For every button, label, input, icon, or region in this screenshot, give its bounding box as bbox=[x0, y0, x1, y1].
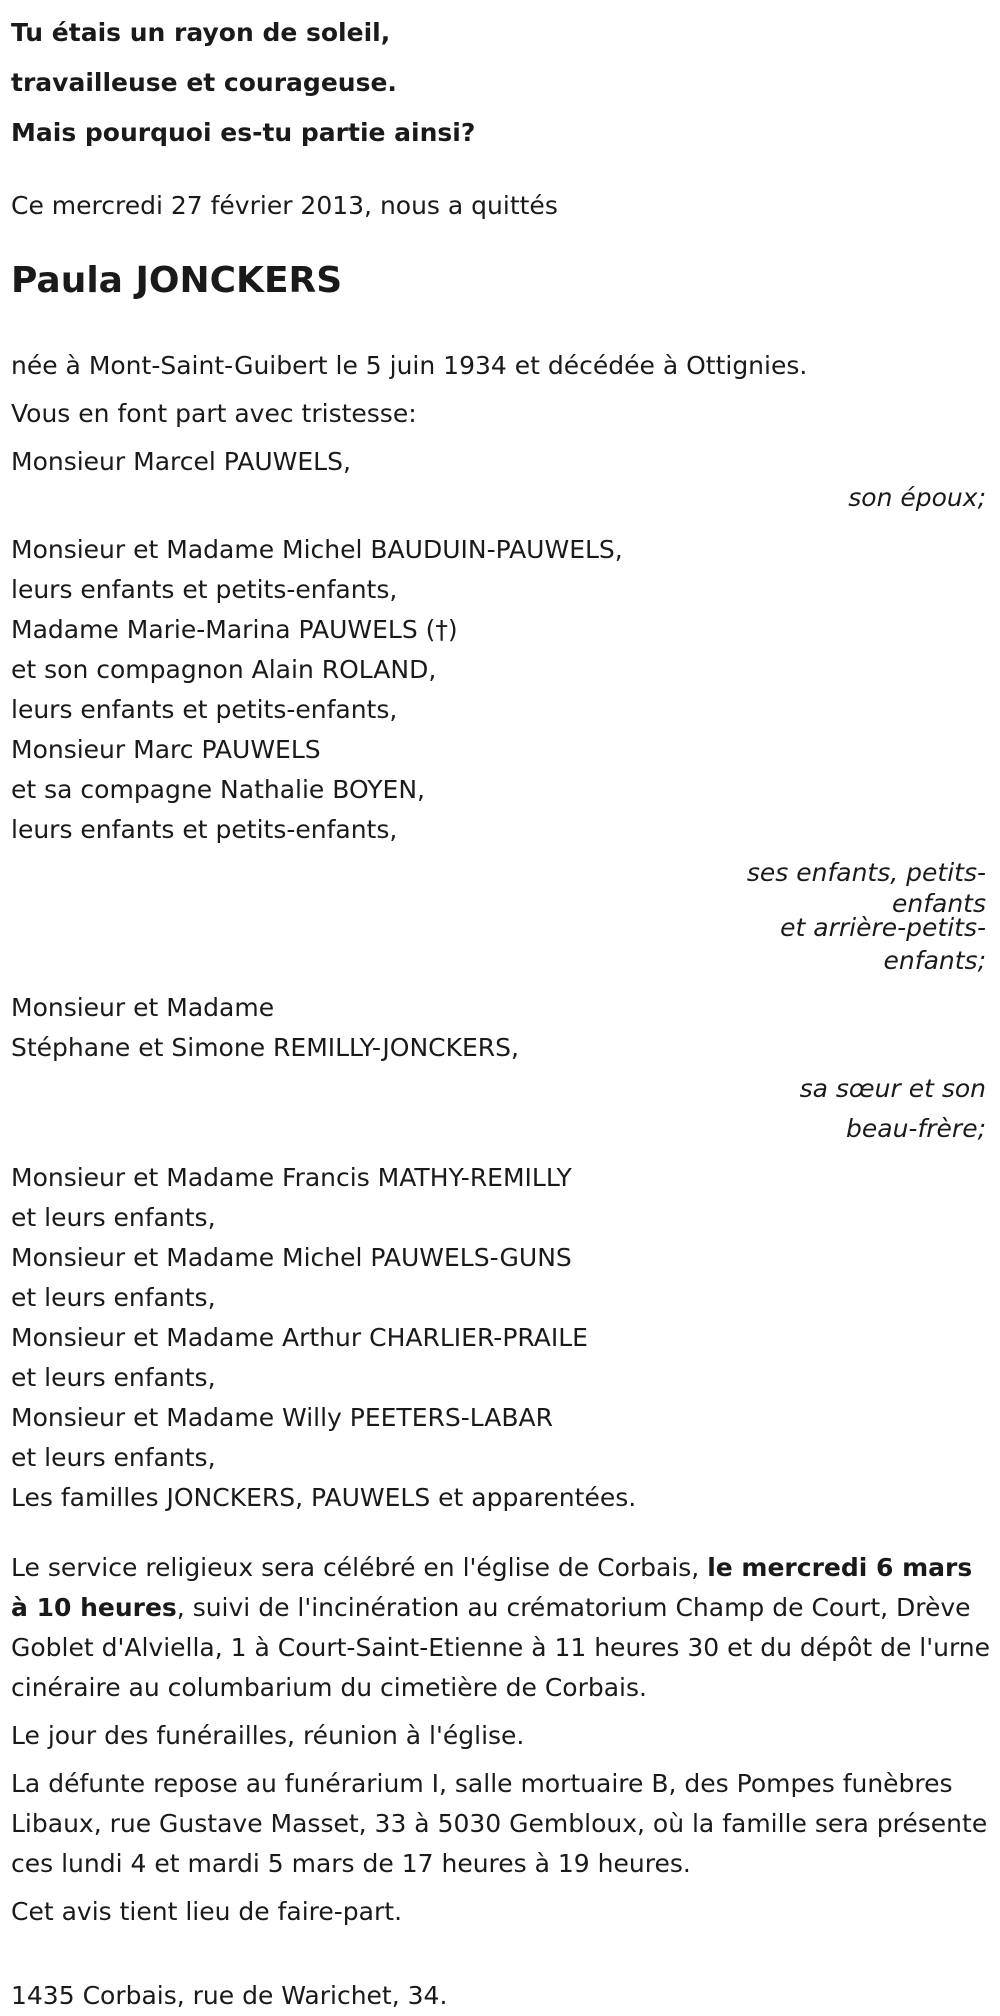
family-line: leurs enfants et petits-enfants, bbox=[11, 575, 398, 604]
meeting-info: Le jour des funérailles, réunion à l'église. bbox=[11, 1721, 525, 1750]
family-address: 1435 Corbais, rue de Warichet, 34. bbox=[11, 1981, 448, 2010]
announce-line: Vous en font part avec tristesse: bbox=[11, 399, 417, 428]
birth-death-info: née à Mont-Saint-Guibert le 5 juin 1934 et décédée à Ottignies. bbox=[11, 351, 808, 380]
extended-family-section bbox=[11, 1158, 991, 1518]
children-section bbox=[11, 530, 991, 982]
deceased-name: Paula JONCKERS bbox=[11, 260, 343, 301]
family-line: Madame Marie-Marina PAUWELS (†) bbox=[11, 615, 458, 644]
family-line: et leurs enfants, bbox=[11, 1283, 216, 1312]
family-line: Monsieur et Madame bbox=[11, 993, 275, 1022]
children-relation-line: ses enfants, petits- bbox=[746, 858, 986, 887]
sibling-relation-line: beau-frère; bbox=[846, 1114, 986, 1143]
family-line: Monsieur et Madame Michel BAUDUIN-PAUWELS, bbox=[11, 535, 623, 564]
family-line: et sa compagne Nathalie BOYEN, bbox=[11, 775, 425, 804]
poem-line: Tu étais un rayon de soleil, bbox=[11, 18, 391, 47]
family-line: et son compagnon Alain ROLAND, bbox=[11, 655, 437, 684]
spouse-name: Monsieur Marcel PAUWELS, bbox=[11, 447, 351, 476]
family-line: Monsieur et Madame Arthur CHARLIER-PRAILE bbox=[11, 1323, 588, 1352]
children-relation-line: et arrière-petits- bbox=[780, 913, 986, 942]
service-date: le mercredi 6 mars à 10 heures bbox=[11, 1553, 973, 1622]
family-line: Monsieur Marc PAUWELS bbox=[11, 735, 321, 764]
children-relation-line: enfants bbox=[891, 889, 986, 918]
sibling-section bbox=[11, 988, 991, 1148]
family-line: Les familles JONCKERS, PAUWELS et apparentées. bbox=[11, 1483, 637, 1512]
service-info bbox=[11, 1548, 991, 1708]
spouse-section bbox=[11, 442, 991, 518]
family-line: leurs enfants et petits-enfants, bbox=[11, 695, 398, 724]
sibling-relation bbox=[741, 1068, 986, 1148]
sibling-relation-line: sa sœur et son bbox=[799, 1074, 986, 1103]
poem-line: Mais pourquoi es-tu partie ainsi? bbox=[11, 118, 476, 147]
death-announcement: Ce mercredi 27 février 2013, nous a quittés bbox=[11, 191, 558, 220]
children-relation-line: enfants; bbox=[883, 946, 986, 975]
family-line: et leurs enfants, bbox=[11, 1443, 216, 1472]
notice-info: Cet avis tient lieu de faire-part. bbox=[11, 1897, 403, 1926]
family-line: Stéphane et Simone REMILLY-JONCKERS, bbox=[11, 1033, 519, 1062]
rest-info: La défunte repose au funérarium I, salle mortuaire B, des Pompes funèbres Libaux, rue Gustave Masset, 33 à 5030 Gembloux, où la famille sera présente ces lundi 4 et mardi 5 mars de 17 heures à 19 heures. bbox=[11, 1769, 988, 1878]
family-line: leurs enfants et petits-enfants, bbox=[11, 815, 398, 844]
children-relation bbox=[741, 854, 986, 982]
family-line: et leurs enfants, bbox=[11, 1363, 216, 1392]
spouse-relation: son époux; bbox=[848, 483, 986, 512]
obituary-content bbox=[11, 0, 991, 2016]
family-line: Monsieur et Madame Francis MATHY-REMILLY bbox=[11, 1163, 572, 1192]
service-text: Le service religieux sera célébré en l'église de Corbais, bbox=[11, 1553, 708, 1582]
family-line: Monsieur et Madame Willy PEETERS-LABAR bbox=[11, 1403, 553, 1432]
poem-line: travailleuse et courageuse. bbox=[11, 68, 397, 97]
family-line: Monsieur et Madame Michel PAUWELS-GUNS bbox=[11, 1243, 572, 1272]
service-text: , suivi de l'incinération au crématorium Champ de Court, Drève Goblet d'Alviella, 1 à Court-Saint-Etienne à 11 heures 30 et du dépôt de l'urne cinéraire au columbarium du cimetière de Corbais. bbox=[11, 1593, 991, 1702]
poem bbox=[11, 8, 991, 158]
family-line: et leurs enfants, bbox=[11, 1203, 216, 1232]
